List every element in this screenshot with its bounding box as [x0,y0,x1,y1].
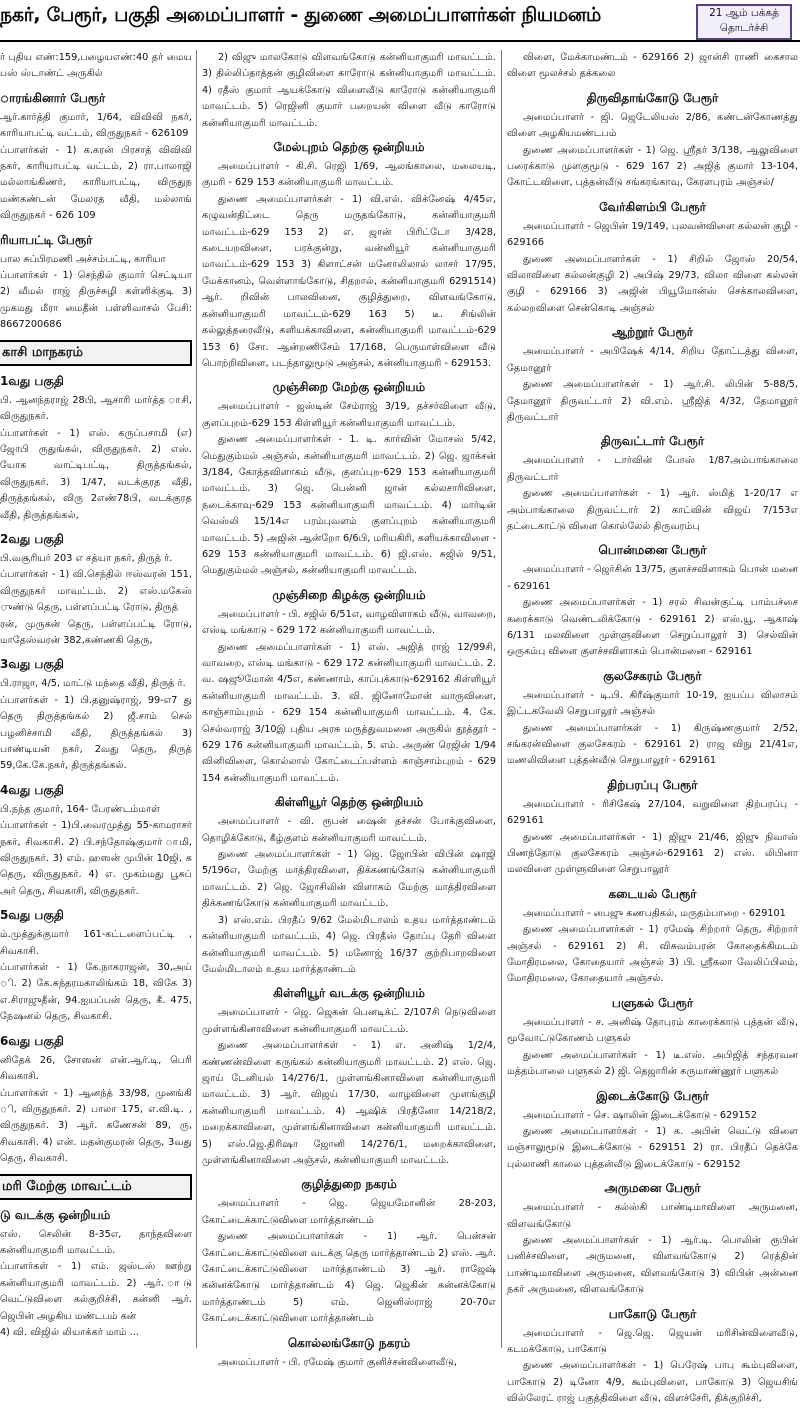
paragraph: ரன், முருகன் தெரு, பள்ளப்பட்டி ரோடு, மாதேஸ்வரன் 382,கண்ணகி தெரு, [0,618,192,646]
paragraph: பால சுப்பிரமணி அச்சம்பட்டி, காரியா [0,253,166,265]
column-divider [196,50,197,1348]
section-heading: டு வடக்கு ஒன்றியம் [0,1207,111,1222]
section-heading: இடைக்கோடு பேரூர் [596,1088,709,1103]
paragraph: பி.வசூரியர் 203 எ சத்யா நகர், திருத் ர். [0,552,173,564]
paragraph: அமைப்பாளர் - டி.பி. கிரீஷ்குமார் 10-19, ஐயப்ப விலாசம் இட்டகவேலி செறுபாலூர் அஞ்சல் [507,689,798,718]
paragraph: அமைப்பாளர் - ஜி. ஜெடேலியஸ் 2/86, கண்டன்கோணத்து விளை அழகியமண்டபம் [507,111,798,140]
section-heading: கிள்ளியூர் வடக்கு ஒன்றியம் [273,986,425,1001]
section-heading: கிள்ளியூர் தெற்கு ஒன்றியம் [274,795,424,810]
paragraph: அமைப்பாளர் - பி. ரமேஷ் குமார் குனிச்சன்விளைவீடு, [218,1356,457,1368]
paragraph: துணை அமைப்பாளர்கள் - 1) எஸ். அஜித் ராஜ் 12/99சி, வாவறை, எஸ்டி மங்காடு - 629 172 கன்னியாகுமரி மாவட்டம். 2. வ. ஷஜூமோன் 4/5எ, கண்ணாம், காப்புக்காடு-629162 கிள்ளியூர் கன்னியாகுமரி மாவட்டம். 3. வி. ஜினோமோன் வாருவிளை, காஞ்சாம்புறம் - 629 154 கன்னியாகுமரி மாவட்டம். 4. கே. செல்வராஜ் 3/10இ புதிய அரசு மருத்துவமனை அருகில் தூத்தூர் - 629 176 கன்னியாகுமரி மாவட்டம். 5. எம். அருண் ரெஜின் 1/94 வினிவிளை, கொல்லால் கோட்டைப்பள்ளம் காஞ்சாம்புறம் - 629 154 கன்னியாகுமரி மாவட்டம். [202,641,496,784]
section-heading: வேர்கிளம்பி பேரூர் [599,199,706,214]
paragraph: அமைப்பாளர் - கல்ஸ்கி பாண்டிமாவிளை அருமனை, விளவங்கோடு [507,1202,798,1230]
section-heading: அருமனை பேரூர் [604,1181,701,1196]
paragraph: துணை அமைப்பாளர்கள் - 1) சிறில் ஜோஸ் 20/54, விலாவிளை கல்லன்குழி 2) அபிஷ் 29/73, விலா விளை கல்லன் குழி - 629166 3) அஜின் பியூமோன்ஸ் செக்காலவிளை, கல்லறவிளை சென்கொடி அஞ்சல் [507,253,798,314]
section-heading: திருவிதாங்கோடு பேரூர் [586,90,719,105]
paragraph: ர் புதிய எண்:159,பழையஎண்:40 தர் மைய பஸ் ஸ்டாண்ட் அருகில் [0,52,192,80]
paragraph: அமைப்பாளர் - செ. ஷாலின் இடைக்கோடு - 629152 [523,1109,757,1121]
paragraph: பி. ஆனந்தராஜ் 28பி, ஆசாரி மார்த்த ாசி, விருதுநகர். [0,394,192,423]
paragraph: 2) விஜு மாலகோடு விளவங்கோடு கன்னியாகுமரி மாவட்டம். 3) தில்லிப்தாத்தன் குழிவிளை காரோடு கன்னியாகுமரி மாவட்டம். 4) ரதீஸ் குமார் ஆயக்கோடு விளைவீடு காரோடு கன்னியாகுமரி மாவட்டம். 5) ரெஜினி குமார் பறையன் விளை வீடு காரோடு கன்னியாகுமரி மாவட்டம். [202,52,496,129]
continuation-box [696,4,792,40]
paragraph: பி.ராஜா, 4/5, மாட்டு மந்தை வீதி, திருத் ர். [0,678,186,690]
paragraph: அமைப்பாளர் - ரிசிகேஷ் 27/104, வறுவிளை திற்பரப்பு - 629161 [507,798,798,827]
paragraph: விளை, மேக்காமண்டம் - 629166 2) ஜான்சி ராணி கைசால விளை மூலச்சல் தக்கலை [507,52,798,80]
paragraph: அமைப்பாளர் - ஜெ. ஜெயமோனின் 28-203, கோட்டைக்காட்டுவிளை மார்த்தாண்டம் [202,1198,496,1226]
paragraph: துணை அமைப்பாளர்கள் - 1) டீ.எஸ். அபிஜித் சந்தரவன மத்தம்பாலை பளுகல் 2) ஜி. தெஜாரின் கருமாண்ணூர் பளுகல் [507,1049,798,1078]
section-heading: குழித்துறை நகரம் [301,1177,397,1192]
paragraph: துணை அமைப்பாளர்கள் - 1) ரமேஷ் சிற்றார் தெரு, சிற்றார் அஞ்சல் - 629161 2) சி. விசுவம்பரன் கோதைக்கிமடம் மோதிரமலை, கோதையார் அஞ்சல் 3) பி. ஸ்ரீகலா வேலிப்பிலம், மோதிரமலை, கோதையார் அஞ்சல். [507,924,798,985]
paragraph: துணை அமைப்பாளர்கள் - 1. டி. கார்வின் மோசஸ் 5/42, மெதுகும்மல் அஞ்சல், கன்னியாகுமரி மாவட்டம். 2) ஜெ. ஜாக்சன் 3/184, கோத்தவிளாகம் வீடு, குளப்புற-629 153 கன்னியாகுமரி மாவட்டம். 3) ஜெ. பென்னி ஜான் கல்லசாரிவிளை, நடைக்காவு-629 153 கன்னியாகுமரி மாவட்டம். 4) மார்டின் வெஸ்லி 15/14எ பரம்புவளம் குளப்புறம் கன்னியாகுமரி மாவட்டம். 5) அஜின் ஆன்றோ 6/6பி, மரியகிரி, களியக்காவிளை - 629 153 கன்னியாகுமரி மாவட்டம். 6) ஜி.எஸ். சுஜில் 9/51, மெதுகும்மல் அஞ்சல், கன்னியாகுமரி மாவட்டம். [202,434,496,577]
section-heading: கடையல் பேரூர் [608,886,697,901]
paragraph: அமைப்பாளர் - அபிஷேக் 4/14, சிறிய தோட்டத்து விளை, தேமானூர் [507,346,798,374]
paragraph: துணை அமைப்பாளர்கள் - 1) கிருஷ்ணகுமார் 2/52, சங்கரன்விளை குலசேகரம் - 629161 2) ராஜ விநு 21/41எ, மணலிவிளை புத்தன்வீடு செறுபாலூர் - 629161 [507,722,798,767]
paragraph: ப்பாளர்கள் - 1) வி.செந்தில் ஈஸ்வரன் 151, விருதுநகர் மாவட்டம். 2) எஸ்.மகேஸ் ுண்டு தெரு, பள்ளப்பட்டி ரோடு, திருத் [0,569,192,614]
paragraph: ப்பாளர்கள் - 1)பி.வைரமுத்து 55-காமராசர் நகர், சிவகாசி. 2) பி.சந்தோஷ்குமார் ாமி, விருதுநகர். 3) எம். ஹஸன் முபின் 10ஜி, க தெரு, விருதுநகர். 4) எ. முகம்மது பூசுப் அர் தெரு, சிவகாசி, விருதுநகர். [0,820,192,897]
paragraph: துணை அமைப்பாளர்கள் - 1) ஆர். பென்சன் கோட்டைக்காட்டுவிளை வடக்கு தெரு மார்த்தாண்டம் 2) எஸ். ஆர். கோட்டைக்காட்டுவிளை மார்த்தாண்டம் 3) ஆர். ராஜேஷ் கன்னக்கோடு மார்த்தாண்டம் 4) ஜெ. ஜெகின் கன்னக்கோடு மார்த்தாண்டம் 5) எம். ஜெனிஸ்ராஜ் 20-70எ கோட்டைக்காட்டுவிளை மார்த்தாண்டம் [202,1231,496,1325]
section-heading: 3வது பகுதி [0,657,64,672]
paragraph: அமைப்பாளர் - ஜெ. ஜெகன் பெனடிக்ட் 2/107சி நெடுவிளை முள்ளங்கினாவிளை கன்னியாகுமரி மாவட்டம். [202,1007,496,1035]
paragraph: துணை அமைப்பாளர்கள் - 1) வி.எல். விக்னேஷ் 4/45எ, கழுவன்திட்டை தெரு மருதங்கோடு, கன்னியாகுமரி மாவட்டம்-629 153 2) எ. ஜான் பிரிட்டோ 3/428, கடையறவிளை, பரக்குன்று, வன்னியூர் கன்னியாகுமரி மாவட்டம்-629 153 3) கிளாட்சன் மனோலிலால் லாசர் 17/95, மேக்கானம், வெள்ளாங்கோடு, சிதறால், கன்னியாகுமரி 6291514) ஆர். றிவின் பாலவினை, குழித்துறை, விளவங்கோடு, கன்னியாகுமரி மாவட்டம்-629 163 5) டீ. சிங்லின் கல்லுத்தரைவீடு, களியக்காவிளை, கன்னியாகுமரி மாவட்டம்-629 153 6) சோ. ஆன்றணிசேம் 17/168, பெருமாள்விளை வீடு பொற்றிவிளை, படந்தாலுமூடு அஞ்சல், கன்னியாகுமரி - 629153. [202,193,496,369]
section-heading: முஞ்சிறை மேற்கு ஒன்றியம் [272,380,426,395]
paragraph: அமைப்பாளர் - ஜெபின் 19/149, புலவன்விளை கல்லன் குழி - 629166 [507,220,798,249]
page-header [0,0,800,42]
paragraph: துணை அமைப்பாளர்கள் - 1) க. அபின் வெட்டு விளை மஞ்சாலுமூடு இடைக்கோடு - 629151 2) ரா. பிரதீப் தெக்கே புல்லாணி காலை புத்தன்வீடு இடைக்கோடு - 629152 [507,1125,798,1170]
column-divider [501,50,502,1348]
paragraph: ப்பாளர்கள் - 1) எம். ஜஸ்டஸ் ஊற்று கன்னியாகுமரி மாவட்டம். 2) ஆர். ாடு வெட்டுவிளை கல்குறிச்சி, கன்னி ஆர். ஜெபின் அழகிய மண்டபம் கன் [0,1261,192,1322]
paragraph: ப்பாளர்கள் - 1) கே.நாகராஜன், 30,அய் ி. 2) கே.சுந்தரமகாலிங்கம் 18, விகே 3) எ.சிராஜுதீன், 94.ஐயப்பன் தெரு, கீ. 475, நேஷனல் தெரு, சிவகாசி. [0,962,192,1023]
paragraph: பி.நந்த குமார், 164- பேரண்டம்மாள் [0,803,160,815]
paragraph: துணை அமைப்பாளர்கள் - 1) சரல் சிவன்குட்டி பாம்பச்சை கரைக்காடு வெண்டலிக்கோடு - 629161 2) எஸ்.யூ. ஆகாஷ் 6/131 மலவிளை முள்ளுவிளை செறுப்பாலூர் 3) செல்வின் ஒருகம்பு விளை குளச்சவிளாகம் பொன்மனை - 629161 [507,597,798,658]
section-heading: மேல்புறம் தெற்கு ஒன்றியம் [273,140,425,155]
section-heading: 2வது பகுதி [0,531,64,546]
paragraph: ஆர்.கார்த்தி குமார், 1/64, விவிவி நகர், காரியாபட்டி வட்டம், விருதுநகர் - 626109 [0,111,192,140]
paragraph: அமைப்பாளர் - ஜஸ்டின் சேம்ராஜ் 3/19, தச்சர்விளை வீடு, குளப்புறம்-629 153 கிள்ளியூர் கன்னியாகுமரி மாவட்டம். [202,401,496,429]
headline: நகர், பேரூர், பகுதி அமைப்பாளர் - துணை அமைப்பாளர்கள் நியமனம் [0,4,602,26]
section-heading: குலசேகரம் பேரூர் [603,668,702,683]
paragraph: ப்பாளர்கள் - 1) எஸ். கருப்பசாமி (எ) ஜோபி ருதுங்கல், விருதுநகர். 2) எஸ். யோக வாட்டிபட்டி, திருத்தங்கல், விருதுநகர். 3) 1/47, வடக்குரத வீதி, திருத்தங்கல், விரு 2எண்78பி, வடக்குரத வீதி, திருத்தங்கல், [0,427,192,521]
paragraph: 3) எஸ்.எம். பிரதீப் 9/62 மேல்மிடாலம் உதய மார்த்தாண்டம் கன்னியாகுமரி மாவட்டம். 4) ஜெ. பிரதீஸ் தோப்பு தேரி விளை கன்னியாகுமரி மாவட்டம். 5) மனோஜ் 16/37 குற்றிபாறவிளை மேல்மிடாலம் உதய மார்த்தாண்டம் [202,914,496,975]
paragraph: துணை அமைப்பாளர்கள் - 1) ஜிஜு 21/46, ஜிஜு நிவாஸ் பிணந்தோடு குலசேகரம் அஞ்சல்-629161 2) எஸ். லிபினா மலவிளை முள்ளுவிளை செறுபாலூர் [507,831,798,876]
paragraph: துணை அமைப்பாளர்கள் - 1) பெரேஷ் பாபு கூம்புவிளை, பாகோடு 2) டினோ 4/9, கூம்புவிளை, பாகோடு 3) ஜெயசிங் வில்லேரட் ராஜ் பகுத்திவிளை வீடு, விளச்சேரி, திக்குறிச்சி, [507,1360,798,1405]
column-2 [202,50,497,1368]
section-heading: 5வது பகுதி [0,908,64,923]
paragraph: அமைப்பாளர் - டார்வின் போஸ் 1/87அம்பாங்காலை திருவட்டார் [507,455,798,483]
section-heading: கொல்லங்கோடு நகரம் [287,1335,411,1350]
paragraph: அமைப்பாளர் - வி. ரூபன் ஷைன் தச்சன் போக்குவிளை, தொழிக்கோடு, கீழ்குளம் கன்னியாகுமரி மாவட்டம். [202,816,496,844]
paragraph: அமைப்பாளர் - ச. அனிஷ் தோபுரம் காரைக்காடு புத்தன் வீடு, மூவோட்டுகோணம் பளுகல் [507,1016,798,1045]
paragraph: எஸ். செலின் 8-35எ, தாந்தவிளை கன்னியாகுமரி மாவட்டம். [0,1228,192,1256]
paragraph: அமைப்பாளர் - பைஜு கணபதிகல், மருதம்பாறை - 629101 [523,907,786,919]
paragraph: துணை அமைப்பாளர்கள் - 1) எ. அனிஷ் 1/2/4, கண்ணன்விளை கருங்கல் கன்னியாகுமரி மாவட்டம். 2) எஸ். ஜெ. ஜாய் டேனியல் 14/276/1, முள்ளங்கினாவிளை கன்னியாகுமரி மாவட்டம். 3) ஆர். விஜய் 17/30, வாழவிளை முளங்குழி கன்னியாகுமரி மாவட்டம். 4) ஆஷிக் பிரதீனோ 14/218/2, மறைக்காவிளை, முள்ளங்கினாவிளை கன்னியாகுமரி மாவட்டம். 5) எஸ்.ஜெ.திரிஷா ஜோனி 14/276/1, மறைக்காவிளை, முள்ளங்கினாவிளை அஞ்சல், கன்னியாகுமரி மாவட்டம். [202,1040,496,1166]
section-banner: மரி மேற்கு மாவட்டம் [0,1174,192,1200]
paragraph: ம்.முத்துக்குமார் 161-கட்டளைப்பட்டி , சிவகாசி. [0,929,192,957]
column-1 [0,50,192,1348]
paragraph: ப்பாளர்கள் - 1) பி.தனுஷ்ராஜ், 99-எ7 து தெரு திருத்தங்கல் 2) ஜீ.சாம் செல் பழனிச்சாமி வீதி, திருத்தங்கல் 3) பாண்டியன் நகர், 2வது தெரு, திருத் 59,கே.கே.நகர், திருத்தங்கல். [0,694,192,772]
paragraph: துணை அமைப்பாளர்கள் - 1) ஆர்.டி. பொலின் ரூபின் பனிச்சவிளை, அருமனை, விளவங்கோடு 2) ரெத்தின் பாண்டிமாவிளை அருமனை, விளவங்கோடு 3) விபின் அன்னை நகர் அருமனை, விளவங்கோடு [507,1234,798,1296]
paragraph: துணை அமைப்பாளர்கள் - 1) ஆர்.சி. லிபின் 5-88/5, தேமானூர் திருவட்டார் 2) வி.எம். ஸ்ரீஜித் 4/32, தேமானூர் திருவட்டார் [507,379,798,423]
section-heading: 4வது பகுதி [0,782,64,797]
section-heading: 1வது பகுதி [0,373,64,388]
paragraph: ப்பாளர்கள் - 1) க.கரன் பிரசாத் விவிவி நகர், காரியாபட்டி வட்டம், 2) ரா.பாலாஜி மல்லாங்கிணர், காரியாபட்டி, விருதுந மண்கண்டன் மேலரத வீதி, மல்லாங் விருதுநகர் - 626 109 [0,144,192,222]
paragraph: துணை அமைப்பாளர்கள் - 1) ஆர். ஸ்மித் 1-20/17 எ அம்பாங்காலை திருவட்டார் 2) காட்வின் விஜய் 7/153எ தட்டைகாட்டு விளை கொல்லேல் திருவரம்பு [507,488,798,532]
section-heading: பளுகல் பேரூர் [611,995,694,1010]
continuation-line-2: தொடர்ச்சி [719,22,769,34]
paragraph: அமைப்பாளர் - ஜெர்சின் 13/75, குளச்சவிளாகம் பொன் மனை - 629161 [507,564,798,592]
section-heading: திருவட்டார் பேரூர் [600,434,705,449]
column-3 [507,50,798,1405]
section-heading: பாகோடு பேரூர் [608,1306,697,1321]
section-heading: ஆற்றூர் பேரூர் [611,325,694,340]
section-heading: முஞ்சிறை கிழக்கு ஒன்றியம் [272,587,426,602]
section-heading: ாரங்கினார் பேரூர் [0,90,106,105]
continuation-line-1: 21 ஆம் பக்கத் [709,7,779,19]
paragraph: னிதேக் 26, சோஸன் என்.ஆர்.டி, பெரி சிவகாசி. [0,1054,192,1083]
paragraph: அமைப்பாளர் - பி. சஜில் 6/51எ, வாழவிளாகம் வீடு, வாவறை, எஸ்டி மங்காடு - 629 172 கன்னியாகுமரி மாவட்டம். [202,608,497,637]
section-heading: பொன்மனை பேரூர் [598,543,707,558]
paragraph: ப்பாளர்கள் - 1) ஆனந்த் 33/98, முனங்கி ி, விருதுநகர். 2) பாலா 175, எ.வி.டி. , விருதுநகர். 3) ஆர். கணேசன் 89, ரு, சிவகாசி. 4) என். மதன்குமரன் தெரு, 3வது தெரு, சிவகாசி. [0,1087,192,1165]
paragraph: துணை அமைப்பாளர்கள் - 1) ஜெ. ஜோபின் விபின் ஷாஜி 5/196எ, மேற்கு மாத்திரவிளை, திக்கணங்கோடு கன்னியாகுமரி மாவட்டம். 2) ஜெ. ஜோசிலின் விளாகம் மேற்கு மாத்திரவிளை திக்கணங்கோடு கன்னியாகுமரி மாவட்டம். [202,849,496,910]
section-heading: ரியாபட்டி பேரூர் [0,232,93,247]
paragraph: 4) வி. விஜில் லியாக்கர் மாம் ... [0,1326,139,1338]
paragraph: அமைப்பாளர் - ஜெ.ஜெ. ஜெயன் மரிசின்விளைவீடு, கடமக்கோடு, பாகோடு [507,1327,798,1355]
paragraph: துணை அமைப்பாளர்கள் - 1) ஜெ. ஸ்ரீதர் 3/138, ஆலுவிளை பரைக்காடு முளகுமூடு - 629 167 2) அஜித் குமார் 13-104, கோட்டவிளை, புத்தன்வீடு சங்கரங்காவு, கேரளபுரம் அஞ்சல்/ [507,144,798,189]
section-banner: காசி மாநகரம் [0,340,192,366]
section-heading: திற்பரப்பு பேரூர் [607,777,698,792]
paragraph: ப்பாளர்கள் - 1) செந்தில் குமார் செட்டியா 2) வீமல் ராஜ் திருச்சுழி கள்ளிக்குடி 3) முகமது மீரா மைதீன் பள்ளிவாசல் பேசி: 8667200686 [0,270,192,331]
paragraph: அமைப்பாளர் - கி.சி. ரெஜி 1/69, ஆலங்காலை, மலையடி, குமரி - 629 153 கன்னியாகுமரி மாவட்டம். [202,161,496,189]
section-heading: 6வது பகுதி [0,1033,64,1048]
